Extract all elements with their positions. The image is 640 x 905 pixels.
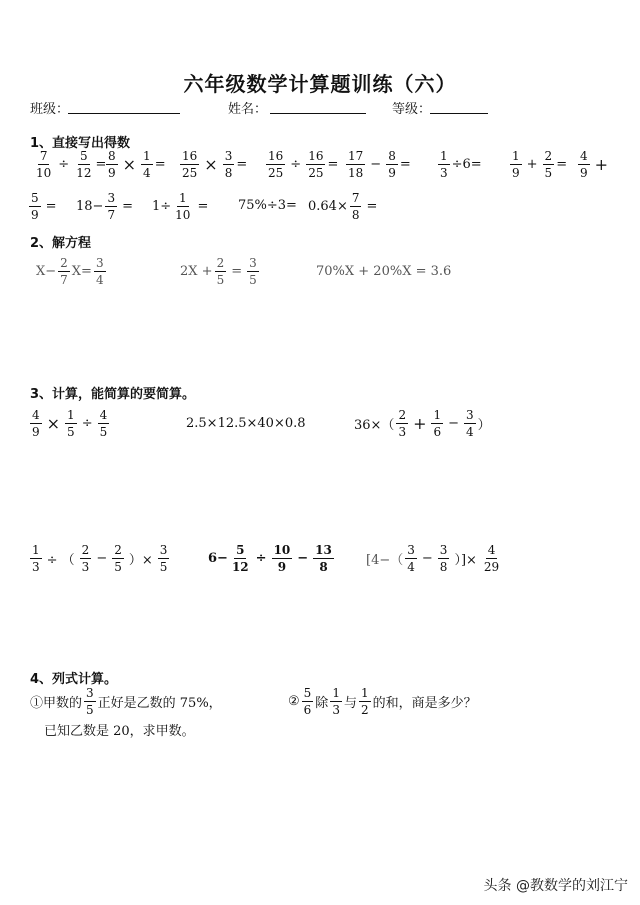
denominator: 9 — [31, 208, 39, 222]
expression-text: 70%X + 20%X = 3.6 — [316, 264, 452, 279]
numerator: 1 — [178, 191, 187, 205]
denominator: 5 — [67, 425, 75, 439]
expression-text: X= — [71, 264, 92, 279]
fraction — [346, 149, 365, 180]
expression-text: + — [526, 157, 538, 172]
denominator: 25 — [268, 166, 284, 180]
denominator: 5 — [544, 166, 553, 180]
expression-text: + — [594, 155, 609, 174]
q1-item-c — [178, 149, 247, 180]
fraction — [438, 543, 450, 574]
expression-text: ÷ — [255, 551, 267, 566]
q1-item-a — [32, 149, 106, 180]
q1-item-e — [344, 149, 411, 180]
denominator: 10 — [175, 208, 191, 222]
denominator: 9 — [580, 166, 588, 180]
fraction — [230, 543, 251, 574]
fraction — [543, 149, 555, 180]
fraction — [112, 543, 124, 574]
q1-item-k — [152, 191, 211, 222]
expression-text: 正好是乙数的 75%， — [97, 696, 222, 711]
expression-text: ①甲数的 — [30, 696, 83, 711]
q3-item-e — [208, 543, 336, 574]
expression-text: × — [204, 155, 218, 174]
numerator: 1 — [512, 149, 520, 163]
q1-item-b — [104, 149, 166, 180]
denominator: 9 — [512, 166, 520, 180]
fraction — [65, 408, 77, 439]
numerator: 3 — [107, 191, 116, 205]
expression-text: = — [45, 199, 57, 214]
denominator: 7 — [60, 273, 68, 287]
q1-item-d — [264, 149, 338, 180]
q4-item-b — [288, 686, 477, 717]
fraction — [158, 543, 170, 574]
numerator: 10 — [273, 543, 291, 557]
denominator: 9 — [388, 166, 396, 180]
fraction — [29, 191, 41, 222]
numerator: 2 — [544, 149, 553, 163]
numerator: 3 — [86, 686, 94, 700]
numerator: 16 — [268, 149, 284, 163]
fraction — [438, 149, 450, 180]
numerator: 2 — [60, 256, 68, 270]
numerator: 1 — [332, 686, 340, 700]
expression-text: ）]× — [454, 553, 477, 568]
q3-item-f — [366, 543, 503, 574]
fraction — [94, 256, 106, 287]
expression-text: ÷6= — [451, 157, 482, 172]
fraction — [302, 686, 314, 717]
denominator: 6 — [303, 703, 312, 717]
numerator: 2 — [216, 256, 225, 270]
denominator: 5 — [249, 273, 257, 287]
denominator: 5 — [159, 560, 168, 574]
numerator: 3 — [439, 543, 448, 557]
numerator: 4 — [487, 543, 496, 557]
numerator: 1 — [440, 149, 448, 163]
q1-item-i — [27, 191, 60, 222]
expression-text: 的和，商是多少？ — [372, 696, 477, 711]
numerator: 3 — [95, 256, 104, 270]
fraction — [350, 191, 362, 222]
denominator: 4 — [407, 560, 415, 574]
fraction — [266, 149, 285, 180]
denominator: 12 — [76, 166, 92, 180]
q1-item-f — [436, 149, 482, 180]
expression-text: 18− — [76, 199, 104, 214]
denominator: 8 — [319, 560, 328, 574]
expression-text: = — [399, 157, 411, 172]
numerator: 8 — [388, 149, 396, 163]
numerator: 5 — [31, 191, 39, 205]
denominator: 4 — [466, 425, 474, 439]
numerator: 17 — [348, 149, 364, 163]
fraction — [84, 686, 96, 717]
numerator: 7 — [39, 149, 48, 163]
numerator: 3 — [407, 543, 415, 557]
q4-item-a — [30, 686, 222, 717]
expression-text: = — [122, 199, 133, 214]
numerator: 2 — [398, 408, 407, 422]
fraction — [306, 149, 325, 180]
denominator: 2 — [360, 703, 369, 717]
numerator: 1 — [360, 686, 369, 700]
expression-text: = — [327, 157, 339, 172]
denominator: 9 — [32, 425, 40, 439]
denominator: 7 — [107, 208, 116, 222]
expression-text: 1÷ — [152, 199, 172, 214]
fraction — [223, 149, 235, 180]
expression-text: 75%÷3= — [238, 198, 297, 213]
denominator: 9 — [108, 166, 116, 180]
numerator: 2 — [81, 543, 90, 557]
q1-item-j — [76, 191, 136, 222]
expression-text: 2X + — [180, 264, 213, 279]
numerator: 1 — [32, 543, 40, 557]
fraction — [247, 256, 259, 287]
expression-text: = — [556, 157, 568, 172]
expression-text: 与 — [343, 696, 357, 711]
numerator: 3 — [224, 149, 233, 163]
expression-text: − — [421, 551, 433, 566]
expression-text: ÷ — [290, 157, 302, 172]
numerator: 3 — [159, 543, 168, 557]
expression-text: ） — [477, 418, 491, 433]
q2-item-b — [180, 256, 261, 287]
section-4-heading: 4、列式计算。 — [30, 672, 118, 687]
expression-text: 0.64× — [308, 199, 348, 214]
numerator: 2 — [114, 543, 122, 557]
fraction — [405, 543, 417, 574]
grade-label: 等级： — [392, 102, 432, 117]
numerator: 4 — [99, 408, 108, 422]
numerator: 5 — [236, 543, 245, 557]
numerator: 5 — [303, 686, 312, 700]
numerator: 13 — [315, 543, 332, 557]
denominator: 5 — [216, 273, 225, 287]
expression-text: − — [448, 416, 460, 431]
fraction — [464, 408, 476, 439]
fraction — [180, 149, 199, 180]
expression-text: ）× — [128, 553, 153, 568]
denominator: 5 — [99, 425, 108, 439]
expression-text: + — [413, 414, 427, 433]
numerator: 1 — [67, 408, 75, 422]
expression-text: = — [366, 199, 378, 214]
denominator: 3 — [32, 560, 40, 574]
numerator: 8 — [108, 149, 116, 163]
expression-text: 2.5×12.5×40×0.8 — [186, 416, 306, 431]
section-2-heading: 2、解方程 — [30, 236, 92, 251]
denominator: 6 — [433, 425, 442, 439]
q3-item-a — [28, 408, 111, 439]
fraction — [98, 408, 110, 439]
numerator: 16 — [182, 149, 198, 163]
q1-item-m — [308, 191, 380, 222]
numerator: 3 — [466, 408, 474, 422]
fraction — [396, 408, 408, 439]
fraction — [173, 191, 192, 222]
expression-text: 36×（ — [354, 418, 395, 433]
q2-item-a — [36, 256, 108, 287]
denominator: 4 — [143, 166, 151, 180]
denominator: 3 — [332, 703, 340, 717]
section-3-heading: 3、计算，能简算的要简算。 — [30, 387, 196, 402]
q1-item-l — [238, 198, 297, 213]
fraction — [313, 543, 334, 574]
expression-text: = — [95, 157, 107, 172]
expression-text: = — [154, 157, 166, 172]
denominator: 8 — [351, 208, 360, 222]
fraction — [386, 149, 398, 180]
denominator: 29 — [483, 560, 500, 574]
denominator: 10 — [36, 166, 52, 180]
expression-text: − — [96, 551, 108, 566]
denominator: 25 — [182, 166, 198, 180]
fraction — [359, 686, 371, 717]
denominator: 12 — [231, 560, 249, 574]
numerator: 4 — [32, 408, 40, 422]
q3-item-b — [186, 416, 306, 431]
q4-item-a-line2: 已知乙数是 20，求甲数。 — [44, 724, 195, 739]
fraction — [106, 149, 118, 180]
q1-item-g — [508, 149, 567, 180]
fraction — [330, 686, 342, 717]
fraction — [215, 256, 227, 287]
expression-text: × — [122, 155, 137, 174]
fraction — [74, 149, 93, 180]
class-field[interactable] — [68, 113, 180, 114]
numerator: 4 — [580, 149, 588, 163]
page-title: 六年级数学计算题训练（六） — [183, 72, 457, 96]
fraction — [58, 256, 70, 287]
expression-text: = — [197, 199, 209, 214]
expression-text: ÷ — [58, 157, 70, 172]
numerator: 1 — [433, 408, 442, 422]
expression-text: − — [370, 157, 382, 172]
expression-text: ② — [288, 694, 300, 709]
name-field[interactable] — [270, 113, 366, 114]
expression-text: 除 — [315, 696, 329, 711]
numerator: 16 — [308, 149, 324, 163]
fraction — [30, 543, 42, 574]
fraction — [482, 543, 501, 574]
fraction — [578, 149, 590, 180]
denominator: 5 — [114, 560, 122, 574]
section-1-heading: 1、直接写出得数 — [30, 136, 131, 151]
denominator: 3 — [398, 425, 407, 439]
fraction — [30, 408, 42, 439]
numerator: 1 — [143, 149, 151, 163]
expression-text: [4−（ — [366, 553, 404, 568]
fraction — [272, 543, 293, 574]
fraction — [105, 191, 117, 222]
numerator: 5 — [80, 149, 88, 163]
denominator: 8 — [224, 166, 233, 180]
q3-item-d — [28, 543, 171, 574]
fraction — [510, 149, 522, 180]
name-label: 姓名： — [228, 102, 268, 117]
grade-field[interactable] — [430, 113, 488, 114]
fraction — [34, 149, 53, 180]
numerator: 3 — [249, 256, 257, 270]
watermark: 头条 @教数学的刘江宁 — [483, 878, 628, 894]
q3-item-c — [354, 408, 491, 439]
expression-text: ÷ （ — [46, 553, 75, 568]
denominator: 18 — [348, 166, 364, 180]
denominator: 8 — [439, 560, 448, 574]
fraction — [80, 543, 92, 574]
expression-text: − — [297, 551, 309, 566]
expression-text: X− — [36, 264, 57, 279]
q1-item-h — [576, 149, 611, 180]
expression-text: ÷ — [81, 416, 93, 431]
denominator: 3 — [81, 560, 90, 574]
expression-text: 6− — [208, 551, 228, 566]
denominator: 25 — [308, 166, 324, 180]
expression-text: = — [231, 264, 243, 279]
denominator: 5 — [86, 703, 94, 717]
q2-item-c — [316, 264, 451, 279]
expression-text: × — [46, 414, 61, 433]
class-label: 班级： — [30, 102, 70, 117]
fraction — [431, 408, 443, 439]
denominator: 9 — [277, 560, 287, 574]
denominator: 4 — [95, 273, 104, 287]
denominator: 3 — [440, 166, 448, 180]
expression-text: = — [236, 157, 248, 172]
fraction — [141, 149, 153, 180]
numerator: 7 — [351, 191, 360, 205]
